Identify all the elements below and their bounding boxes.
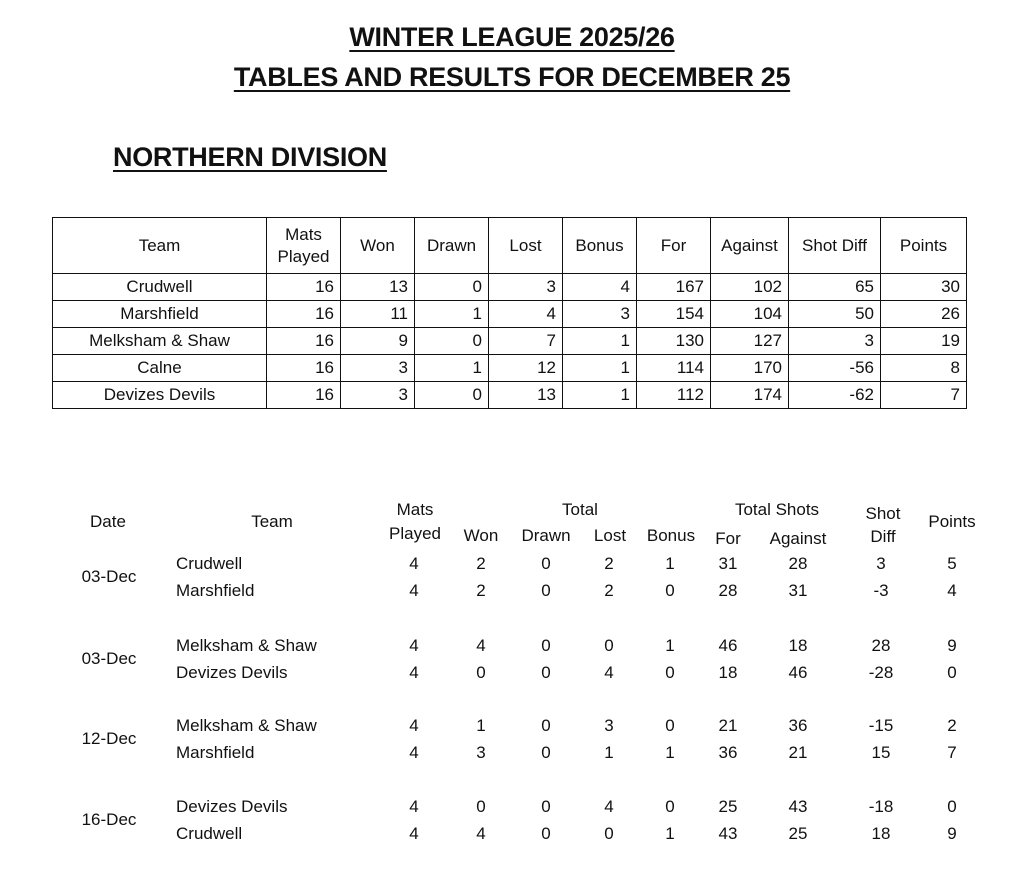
col-header-won: Won: [341, 218, 415, 274]
result-cell: 0: [665, 581, 675, 600]
result-cell: 25: [788, 824, 808, 843]
result-cell: 36: [718, 743, 738, 762]
table-cell: 1: [415, 301, 489, 328]
result-cell: 0: [665, 663, 675, 682]
result-cell: 31: [788, 581, 808, 600]
table-cell: 3: [489, 274, 563, 301]
result-cell: 3: [876, 554, 886, 573]
col-header-lost: Lost: [489, 218, 563, 274]
table-cell: 7: [489, 328, 563, 355]
result-cell: 18: [718, 663, 738, 682]
result-cell: 0: [541, 824, 551, 843]
result-team-name: Devizes Devils: [176, 797, 288, 816]
result-cell: 4: [476, 824, 486, 843]
division-heading: NORTHERN DIVISION: [113, 142, 387, 172]
result-cell: 15: [871, 743, 891, 762]
result-cell: 4: [409, 581, 419, 600]
result-cell: 2: [604, 554, 614, 573]
table-cell: 16: [267, 301, 341, 328]
result-cell: 0: [541, 743, 551, 762]
result-cell: 0: [665, 797, 675, 816]
col-header-against: Against: [711, 218, 789, 274]
result-cell: 1: [665, 743, 675, 762]
result-cell: 1: [476, 716, 486, 735]
result-cell: 3: [604, 716, 614, 735]
result-cell: 1: [665, 554, 675, 573]
table-cell: 1: [563, 328, 637, 355]
result-cell: 0: [604, 824, 614, 843]
table-cell: 9: [341, 328, 415, 355]
result-cell: 4: [604, 797, 614, 816]
results-header-date: Date: [90, 512, 126, 531]
result-cell: 0: [541, 636, 551, 655]
table-row: [53, 274, 967, 301]
result-cell: 28: [871, 636, 891, 655]
result-cell: 1: [665, 824, 675, 843]
result-cell: 4: [409, 636, 419, 655]
result-cell: 18: [788, 636, 808, 655]
table-cell: 65: [789, 274, 881, 301]
table-cell: 3: [563, 301, 637, 328]
result-cell: 46: [718, 636, 738, 655]
table-cell: 102: [711, 274, 789, 301]
table-cell: 170: [711, 355, 789, 382]
table-cell: 167: [637, 274, 711, 301]
result-cell: 0: [476, 663, 486, 682]
result-team-name: Melksham & Shaw: [176, 636, 317, 655]
table-cell: 12: [489, 355, 563, 382]
page-title: WINTER LEAGUE 2025/26: [349, 22, 675, 52]
table-cell: 4: [563, 274, 637, 301]
team-name-cell: Devizes Devils: [53, 382, 267, 409]
results-header-team: Team: [251, 512, 293, 531]
table-cell: 16: [267, 382, 341, 409]
results-header-lost: Lost: [593, 526, 627, 545]
result-cell: 4: [409, 716, 419, 735]
result-cell: 2: [947, 716, 957, 735]
table-cell: 127: [711, 328, 789, 355]
table-cell: 114: [637, 355, 711, 382]
result-cell: 4: [947, 581, 957, 600]
col-header-team: Team: [53, 218, 267, 274]
result-cell: 0: [541, 663, 551, 682]
table-cell: 16: [267, 355, 341, 382]
table-cell: 4: [489, 301, 563, 328]
col-header-bonus: Bonus: [563, 218, 637, 274]
table-row: [53, 382, 967, 409]
team-name-cell: Melksham & Shaw: [53, 328, 267, 355]
results-header-total: Total: [562, 500, 598, 519]
table-cell: 26: [881, 301, 967, 328]
table-cell: 16: [267, 328, 341, 355]
result-team-name: Crudwell: [176, 824, 243, 843]
result-cell: 0: [947, 663, 957, 682]
result-cell: 31: [718, 554, 738, 573]
result-cell: 7: [947, 743, 957, 762]
result-cell: 4: [409, 743, 419, 762]
result-cell: 4: [409, 797, 419, 816]
result-cell: 4: [409, 663, 419, 682]
results-header-won: Won: [463, 526, 499, 545]
table-cell: 3: [789, 328, 881, 355]
table-cell: 112: [637, 382, 711, 409]
table-cell: 1: [563, 382, 637, 409]
result-cell: 0: [541, 581, 551, 600]
col-header-drawn: Drawn: [415, 218, 489, 274]
table-cell: 13: [341, 274, 415, 301]
table-cell: 130: [637, 328, 711, 355]
result-cell: 0: [541, 716, 551, 735]
table-cell: 104: [711, 301, 789, 328]
table-cell: 3: [341, 382, 415, 409]
result-cell: 43: [718, 824, 738, 843]
results-header-shot-1: Shot: [865, 504, 901, 523]
match-date: 12-Dec: [81, 729, 137, 748]
table-cell: 19: [881, 328, 967, 355]
result-cell: 3: [476, 743, 486, 762]
table-cell: 0: [415, 274, 489, 301]
result-cell: -18: [868, 797, 894, 816]
result-cell: 4: [476, 636, 486, 655]
table-cell: 7: [881, 382, 967, 409]
result-cell: 4: [604, 663, 614, 682]
result-cell: 25: [718, 797, 738, 816]
result-cell: 0: [476, 797, 486, 816]
table-cell: 0: [415, 328, 489, 355]
table-cell: -62: [789, 382, 881, 409]
table-cell: 0: [415, 382, 489, 409]
table-row: [53, 355, 967, 382]
result-cell: 21: [788, 743, 808, 762]
result-cell: 2: [476, 581, 486, 600]
results-header-against: Against: [769, 529, 827, 548]
result-team-name: Devizes Devils: [176, 663, 288, 682]
table-cell: 174: [711, 382, 789, 409]
result-cell: 4: [409, 554, 419, 573]
result-cell: 0: [947, 797, 957, 816]
results-header-mats-2: Played: [389, 524, 441, 543]
team-name-cell: Calne: [53, 355, 267, 382]
league-table: [52, 217, 967, 409]
result-cell: 0: [665, 716, 675, 735]
table-cell: 8: [881, 355, 967, 382]
table-cell: 1: [415, 355, 489, 382]
table-row: [53, 301, 967, 328]
result-team-name: Marshfield: [176, 581, 255, 600]
table-cell: 3: [341, 355, 415, 382]
results-header-points: Points: [928, 512, 976, 531]
result-cell: 5: [947, 554, 957, 573]
result-cell: 2: [604, 581, 614, 600]
result-cell: 0: [541, 554, 551, 573]
result-cell: 43: [788, 797, 808, 816]
result-team-name: Marshfield: [176, 743, 255, 762]
table-cell: 13: [489, 382, 563, 409]
result-team-name: Melksham & Shaw: [176, 716, 317, 735]
result-cell: 2: [476, 554, 486, 573]
result-cell: 46: [788, 663, 808, 682]
table-cell: -56: [789, 355, 881, 382]
table-cell: 154: [637, 301, 711, 328]
table-row: [53, 328, 967, 355]
result-cell: 0: [541, 797, 551, 816]
results-header-drawn: Drawn: [521, 526, 571, 545]
table-cell: 30: [881, 274, 967, 301]
match-date: 03-Dec: [81, 567, 137, 586]
result-team-name: Crudwell: [176, 554, 243, 573]
team-name-cell: Marshfield: [53, 301, 267, 328]
col-header-shot-diff: Shot Diff: [789, 218, 881, 274]
result-cell: -15: [868, 716, 894, 735]
result-cell: 9: [947, 636, 957, 655]
result-cell: -3: [873, 581, 889, 600]
results-header-bonus: Bonus: [646, 526, 696, 545]
match-date: 16-Dec: [81, 810, 137, 829]
result-cell: 18: [871, 824, 891, 843]
result-cell: 21: [718, 716, 738, 735]
result-cell: 9: [947, 824, 957, 843]
results-header-total-shots: Total Shots: [734, 500, 820, 519]
col-header-mats: Mats Played: [267, 218, 341, 274]
results-header-for: For: [715, 529, 741, 548]
result-cell: 4: [409, 824, 419, 843]
table-cell: 16: [267, 274, 341, 301]
result-cell: 28: [718, 581, 738, 600]
table-cell: 11: [341, 301, 415, 328]
col-header-points: Points: [881, 218, 967, 274]
result-cell: 0: [604, 636, 614, 655]
result-cell: -28: [868, 663, 894, 682]
table-cell: 1: [563, 355, 637, 382]
result-cell: 1: [665, 636, 675, 655]
col-header-for: For: [637, 218, 711, 274]
table-cell: 50: [789, 301, 881, 328]
team-name-cell: Crudwell: [53, 274, 267, 301]
league-header-row: [53, 218, 967, 274]
match-date: 03-Dec: [81, 649, 137, 668]
results-header-mats-1: Mats: [396, 500, 434, 519]
result-cell: 1: [604, 743, 614, 762]
result-cell: 36: [788, 716, 808, 735]
results-header-shot-2: Diff: [870, 527, 896, 546]
result-cell: 28: [788, 554, 808, 573]
page-subtitle: TABLES AND RESULTS FOR DECEMBER 25: [233, 62, 791, 92]
